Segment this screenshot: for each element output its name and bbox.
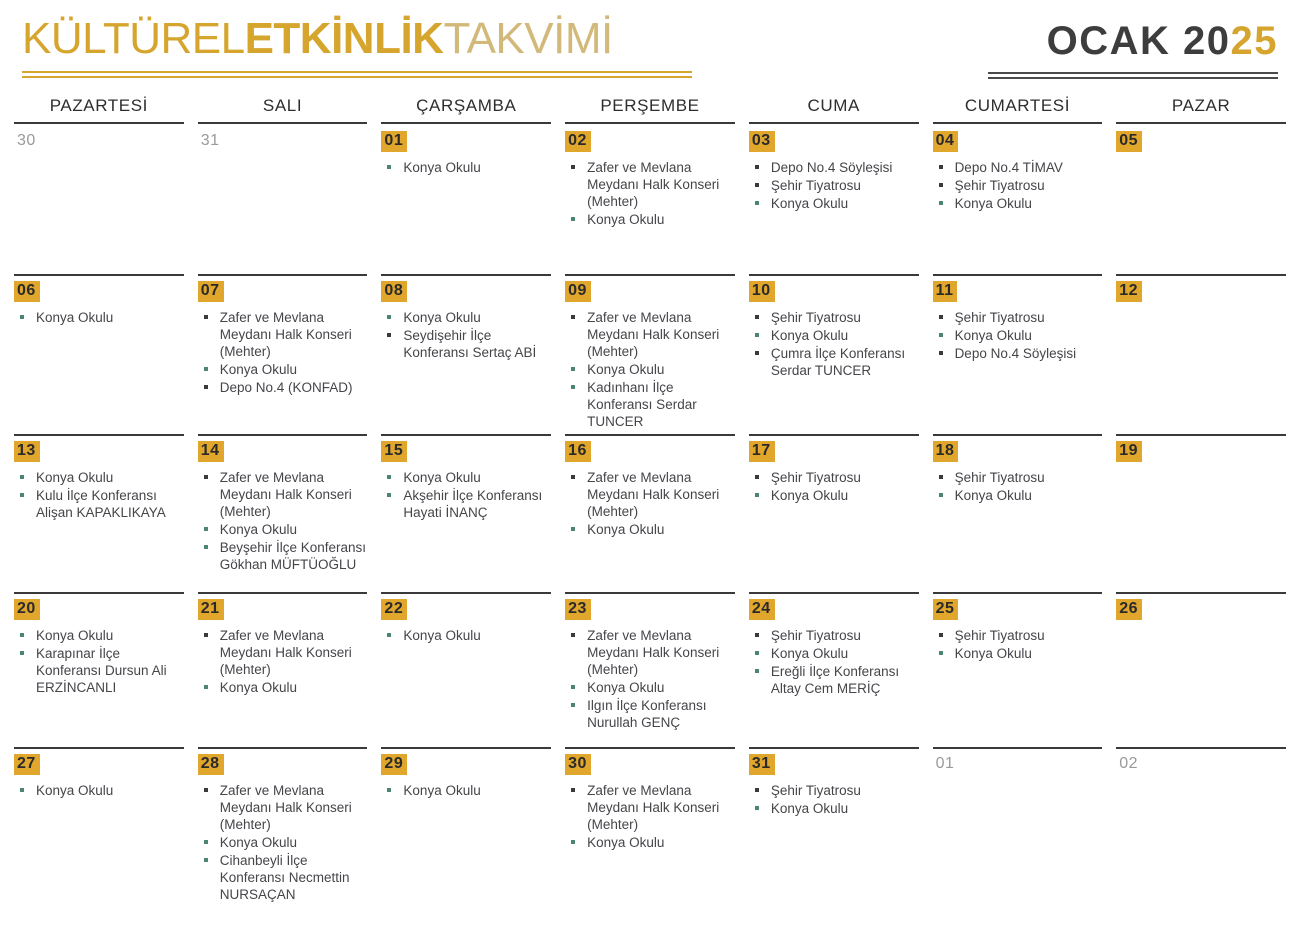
event-list [933, 627, 1103, 662]
event-list [749, 469, 919, 504]
day-number: 12 [1116, 281, 1142, 302]
event-item[interactable]: Konya Okulu [381, 309, 551, 326]
event-list [565, 627, 735, 732]
day-number: 16 [565, 441, 591, 462]
event-item[interactable]: Zafer ve Mevlana Meydanı Halk Konseri (Mehter) [198, 782, 368, 833]
day-cell[interactable] [381, 747, 551, 905]
title-part-etkinlik: ETKİNLİK [244, 14, 444, 63]
week-row-2 [14, 274, 1286, 434]
event-list [933, 469, 1103, 504]
day-number: 30 [17, 132, 36, 149]
day-number: 20 [14, 599, 40, 620]
day-cell[interactable] [933, 747, 1103, 905]
event-list [381, 469, 551, 521]
day-cell[interactable] [14, 434, 184, 592]
event-item[interactable]: Konya Okulu [381, 159, 551, 176]
event-item[interactable]: Şehir Tiyatrosu [933, 627, 1103, 644]
day-number: 01 [935, 755, 955, 772]
event-item[interactable]: Konya Okulu [933, 327, 1103, 344]
event-item[interactable]: Depo No.4 Söyleşisi [933, 345, 1103, 362]
event-item[interactable]: Konya Okulu [14, 469, 184, 486]
day-cell[interactable] [1116, 747, 1286, 905]
event-item[interactable]: Beyşehir İlçe Konferansı Gökhan MÜFTÜOĞLU [198, 539, 368, 573]
day-number: 15 [381, 441, 407, 462]
event-list [749, 309, 919, 380]
day-cell[interactable] [749, 747, 919, 905]
event-item[interactable]: Çumra İlçe Konferansı Serdar TUNCER [749, 345, 919, 379]
event-item[interactable]: Konya Okulu [565, 834, 735, 851]
event-item[interactable]: Zafer ve Mevlana Meydanı Halk Konseri (Mehter) [198, 469, 368, 520]
weekday-header-4: PERŞEMBE [565, 96, 735, 124]
weekday-header-3: ÇARŞAMBA [381, 96, 551, 124]
day-number: 01 [381, 131, 407, 152]
event-item[interactable]: Konya Okulu [933, 195, 1103, 212]
day-number: 08 [381, 281, 407, 302]
day-cell[interactable] [749, 592, 919, 747]
event-item[interactable]: Konya Okulu [565, 679, 735, 696]
weekday-header-7: PAZAR [1116, 96, 1286, 124]
day-cell[interactable] [381, 434, 551, 592]
event-item[interactable]: Ilgın İlçe Konferansı Nurullah GENÇ [565, 697, 735, 731]
day-cell[interactable] [1116, 592, 1286, 747]
event-list [381, 159, 551, 176]
day-number: 10 [749, 281, 775, 302]
event-list [14, 782, 184, 799]
title-block [22, 16, 692, 78]
day-number: 03 [749, 131, 775, 152]
month-block [988, 16, 1278, 79]
week-row-5 [14, 747, 1286, 905]
day-cell[interactable] [381, 274, 551, 434]
day-cell[interactable] [749, 124, 919, 274]
event-item[interactable]: Konya Okulu [14, 782, 184, 799]
event-item[interactable]: Ereğli İlçe Konferansı Altay Cem MERİÇ [749, 663, 919, 697]
title-underline-rule-2 [22, 76, 692, 78]
day-number: 27 [14, 754, 40, 775]
event-item[interactable]: Zafer ve Mevlana Meydanı Halk Konseri (Mehter) [565, 159, 735, 210]
day-cell[interactable] [198, 124, 368, 274]
day-number: 02 [565, 131, 591, 152]
event-item[interactable]: Konya Okulu [198, 521, 368, 538]
event-list [14, 309, 184, 326]
event-item[interactable]: Konya Okulu [933, 645, 1103, 662]
event-item[interactable]: Zafer ve Mevlana Meydanı Halk Konseri (Mehter) [565, 309, 735, 360]
event-list [198, 627, 368, 697]
event-item[interactable]: Depo No.4 (KONFAD) [198, 379, 368, 396]
event-list [933, 159, 1103, 212]
event-list [381, 782, 551, 799]
day-number: 11 [933, 281, 958, 302]
day-cell[interactable] [565, 434, 735, 592]
event-item[interactable]: Konya Okulu [198, 834, 368, 851]
day-number: 09 [565, 281, 591, 302]
title-underline [22, 71, 692, 78]
month-underline [988, 72, 1278, 79]
day-number: 18 [933, 441, 959, 462]
event-item[interactable]: Seydişehir İlçe Konferansı Sertaç ABİ [381, 327, 551, 361]
event-list [565, 309, 735, 431]
weekday-header-2: SALI [198, 96, 368, 124]
month-underline-rule-2 [988, 77, 1278, 79]
day-cell[interactable] [198, 434, 368, 592]
day-number: 04 [933, 131, 959, 152]
weeks-container [14, 124, 1286, 905]
event-item[interactable]: Konya Okulu [749, 195, 919, 212]
day-number: 14 [198, 441, 224, 462]
event-list [14, 469, 184, 521]
day-cell[interactable] [14, 274, 184, 434]
day-number: 19 [1116, 441, 1142, 462]
event-item[interactable]: Zafer ve Mevlana Meydanı Halk Konseri (Mehter) [198, 309, 368, 360]
event-item[interactable]: Zafer ve Mevlana Meydanı Halk Konseri (Mehter) [565, 469, 735, 520]
event-item[interactable]: Konya Okulu [749, 487, 919, 504]
event-item[interactable]: Şehir Tiyatrosu [749, 469, 919, 486]
event-item[interactable]: Zafer ve Mevlana Meydanı Halk Konseri (Mehter) [565, 627, 735, 678]
day-cell[interactable] [749, 434, 919, 592]
day-cell[interactable] [933, 274, 1103, 434]
event-item[interactable]: Zafer ve Mevlana Meydanı Halk Konseri (Mehter) [565, 782, 735, 833]
event-item[interactable]: Cihanbeyli İlçe Konferansı Necmettin NURSAÇAN [198, 852, 368, 903]
day-cell[interactable] [565, 274, 735, 434]
event-item[interactable]: Kulu İlçe Konferansı Alişan KAPAKLIKAYA [14, 487, 184, 521]
event-item[interactable]: Konya Okulu [198, 679, 368, 696]
event-item[interactable]: Konya Okulu [198, 361, 368, 378]
event-item[interactable]: Konya Okulu [749, 800, 919, 817]
day-number: 07 [198, 281, 224, 302]
event-item[interactable]: Şehir Tiyatrosu [933, 469, 1103, 486]
page-header [0, 0, 1300, 96]
week-row-4 [14, 592, 1286, 747]
day-number: 26 [1116, 599, 1142, 620]
event-list [749, 627, 919, 698]
event-item[interactable]: Konya Okulu [565, 361, 735, 378]
day-cell[interactable] [933, 592, 1103, 747]
day-cell[interactable] [1116, 124, 1286, 274]
day-cell[interactable] [1116, 434, 1286, 592]
title-underline-rule-1 [22, 71, 692, 73]
day-cell[interactable] [933, 124, 1103, 274]
event-item[interactable]: Karapınar İlçe Konferansı Dursun Ali ERZİNCANLI [14, 645, 184, 696]
event-item[interactable]: Şehir Tiyatrosu [749, 177, 919, 194]
event-item[interactable]: Konya Okulu [381, 782, 551, 799]
day-cell[interactable] [933, 434, 1103, 592]
day-cell[interactable] [565, 124, 735, 274]
event-list [14, 627, 184, 697]
event-item[interactable]: Konya Okulu [381, 627, 551, 644]
event-list [381, 309, 551, 361]
month-year-accent: 25 [1230, 19, 1278, 63]
day-cell[interactable] [749, 274, 919, 434]
event-list [565, 469, 735, 539]
event-item[interactable]: Depo No.4 TİMAV [933, 159, 1103, 176]
event-list [198, 782, 368, 904]
event-item[interactable]: Konya Okulu [14, 627, 184, 644]
event-item[interactable]: Zafer ve Mevlana Meydanı Halk Konseri (Mehter) [198, 627, 368, 678]
day-cell[interactable] [1116, 274, 1286, 434]
event-item[interactable]: Şehir Tiyatrosu [749, 782, 919, 799]
day-cell[interactable] [14, 124, 184, 274]
month-underline-rule-1 [988, 72, 1278, 74]
day-cell[interactable] [14, 592, 184, 747]
day-cell[interactable] [198, 592, 368, 747]
event-item[interactable]: Konya Okulu [565, 211, 735, 228]
event-item[interactable]: Konya Okulu [749, 645, 919, 662]
day-number: 23 [565, 599, 591, 620]
event-item[interactable]: Şehir Tiyatrosu [933, 309, 1103, 326]
week-row-3 [14, 434, 1286, 592]
weekday-header-6: CUMARTESİ [933, 96, 1103, 124]
month-name: OCAK 20 [1046, 19, 1231, 63]
day-number: 30 [565, 754, 591, 775]
event-item[interactable]: Konya Okulu [749, 327, 919, 344]
title-part-takvimi: TAKVİMİ [443, 14, 613, 63]
weekday-header-5: CUMA [749, 96, 919, 124]
day-number: 31 [200, 132, 220, 149]
day-cell[interactable] [381, 124, 551, 274]
day-number: 31 [749, 754, 775, 775]
event-list [565, 159, 735, 229]
event-item[interactable]: Konya Okulu [933, 487, 1103, 504]
weekday-header-row [14, 96, 1286, 124]
day-number: 05 [1116, 131, 1142, 152]
day-number: 02 [1119, 755, 1139, 772]
event-list [381, 627, 551, 644]
day-number: 29 [381, 754, 407, 775]
day-number: 22 [381, 599, 407, 620]
event-list [749, 159, 919, 212]
title-part-kulturel: KÜLTÜREL [22, 14, 245, 63]
event-list [933, 309, 1103, 362]
calendar-grid [0, 96, 1300, 905]
day-cell[interactable] [198, 747, 368, 905]
day-cell[interactable] [381, 592, 551, 747]
day-cell[interactable] [565, 592, 735, 747]
weekday-header-1: PAZARTESİ [14, 96, 184, 124]
event-item[interactable]: Akşehir İlçe Konferansı Hayati İNANÇ [381, 487, 551, 521]
day-cell[interactable] [198, 274, 368, 434]
event-item[interactable]: Şehir Tiyatrosu [933, 177, 1103, 194]
event-list [565, 782, 735, 852]
page-title [22, 16, 692, 62]
day-number: 13 [14, 441, 40, 462]
day-number: 25 [933, 599, 959, 620]
month-title [988, 20, 1278, 62]
week-row-1 [14, 124, 1286, 274]
day-number: 06 [14, 281, 40, 302]
event-item[interactable]: Şehir Tiyatrosu [749, 309, 919, 326]
event-item[interactable]: Kadınhanı İlçe Konferansı Serdar TUNCER [565, 379, 735, 430]
day-number: 21 [198, 599, 224, 620]
day-number: 24 [749, 599, 775, 620]
event-list [749, 782, 919, 817]
event-item[interactable]: Şehir Tiyatrosu [749, 627, 919, 644]
day-number: 17 [749, 441, 775, 462]
event-item[interactable]: Depo No.4 Söyleşisi [749, 159, 919, 176]
event-list [198, 469, 368, 574]
event-item[interactable]: Konya Okulu [14, 309, 184, 326]
event-item[interactable]: Konya Okulu [381, 469, 551, 486]
day-cell[interactable] [14, 747, 184, 905]
event-item[interactable]: Konya Okulu [565, 521, 735, 538]
event-list [198, 309, 368, 397]
day-number: 28 [198, 754, 224, 775]
day-cell[interactable] [565, 747, 735, 905]
